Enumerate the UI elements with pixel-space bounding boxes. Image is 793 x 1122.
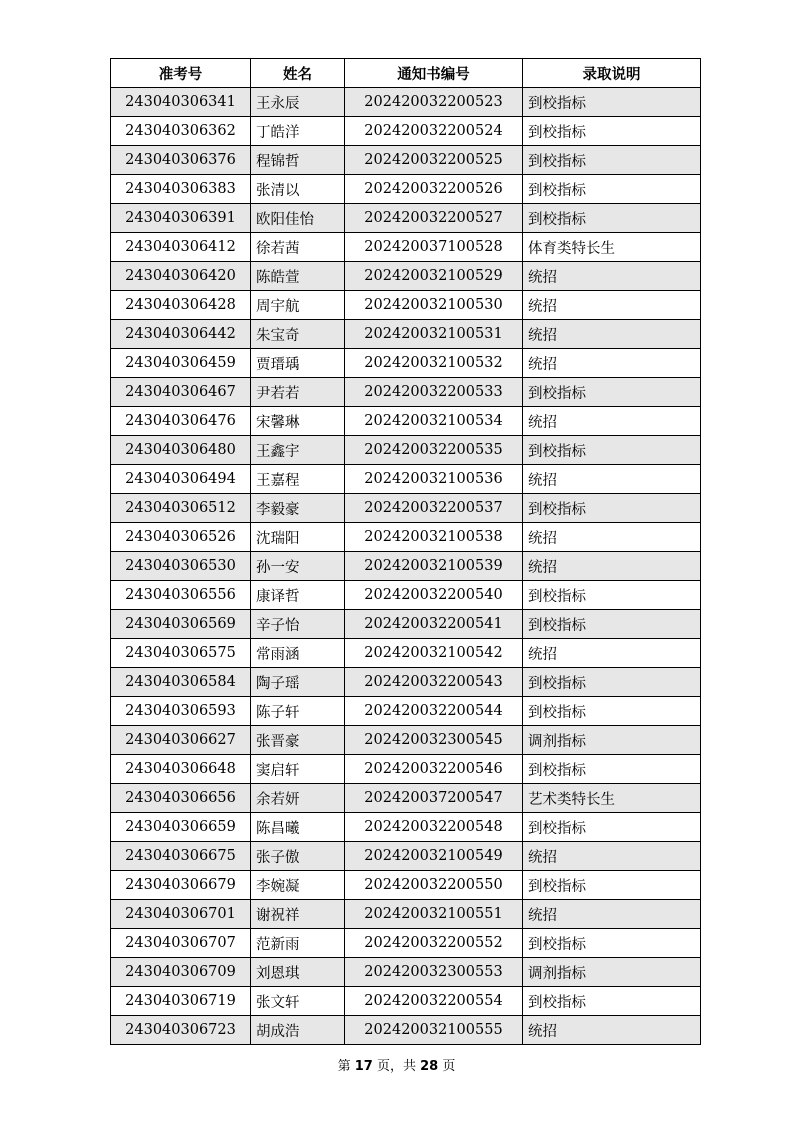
admission-note-cell: 到校指标 bbox=[523, 436, 701, 465]
notice-no-cell: 202420032200552 bbox=[345, 929, 523, 958]
exam-no-cell: 243040306442 bbox=[111, 320, 251, 349]
exam-no-cell: 243040306719 bbox=[111, 987, 251, 1016]
exam-no-cell: 243040306459 bbox=[111, 349, 251, 378]
admission-note-cell: 统招 bbox=[523, 1016, 701, 1045]
table-row bbox=[111, 465, 701, 494]
header-name: 姓名 bbox=[251, 59, 345, 88]
table-body bbox=[111, 88, 701, 1045]
exam-no-cell: 243040306420 bbox=[111, 262, 251, 291]
notice-no-cell: 202420032200548 bbox=[345, 813, 523, 842]
student-name-cell: 常雨涵 bbox=[251, 639, 345, 668]
admission-note-cell: 到校指标 bbox=[523, 175, 701, 204]
student-name-cell: 宋馨琳 bbox=[251, 407, 345, 436]
student-name-cell: 孙一安 bbox=[251, 552, 345, 581]
table-row bbox=[111, 900, 701, 929]
exam-no-cell: 243040306341 bbox=[111, 88, 251, 117]
table-row bbox=[111, 378, 701, 407]
notice-no-cell: 202420032100529 bbox=[345, 262, 523, 291]
table-header-row bbox=[111, 59, 701, 88]
exam-no-cell: 243040306679 bbox=[111, 871, 251, 900]
table-row bbox=[111, 146, 701, 175]
table-row bbox=[111, 697, 701, 726]
exam-no-cell: 243040306383 bbox=[111, 175, 251, 204]
admission-note-cell: 到校指标 bbox=[523, 204, 701, 233]
admission-note-cell: 统招 bbox=[523, 523, 701, 552]
table-row bbox=[111, 755, 701, 784]
table-row bbox=[111, 262, 701, 291]
footer-prefix: 第 bbox=[337, 1059, 351, 1074]
admission-note-cell: 统招 bbox=[523, 291, 701, 320]
student-name-cell: 贾瑨瑀 bbox=[251, 349, 345, 378]
exam-no-cell: 243040306428 bbox=[111, 291, 251, 320]
notice-no-cell: 202420032200550 bbox=[345, 871, 523, 900]
admission-note-cell: 统招 bbox=[523, 407, 701, 436]
notice-no-cell: 202420032200544 bbox=[345, 697, 523, 726]
exam-no-cell: 243040306530 bbox=[111, 552, 251, 581]
admission-note-cell: 调剂指标 bbox=[523, 726, 701, 755]
notice-no-cell: 202420037100528 bbox=[345, 233, 523, 262]
table-row bbox=[111, 842, 701, 871]
footer-suffix: 页 bbox=[442, 1059, 456, 1074]
student-name-cell: 余若妍 bbox=[251, 784, 345, 813]
notice-no-cell: 202420032100532 bbox=[345, 349, 523, 378]
student-name-cell: 窦启轩 bbox=[251, 755, 345, 784]
table-row bbox=[111, 610, 701, 639]
table-row bbox=[111, 1016, 701, 1045]
table-row bbox=[111, 233, 701, 262]
exam-no-cell: 243040306707 bbox=[111, 929, 251, 958]
admission-note-cell: 统招 bbox=[523, 842, 701, 871]
table-row bbox=[111, 349, 701, 378]
student-name-cell: 范新雨 bbox=[251, 929, 345, 958]
student-name-cell: 胡成浩 bbox=[251, 1016, 345, 1045]
admission-note-cell: 到校指标 bbox=[523, 668, 701, 697]
notice-no-cell: 202420032200541 bbox=[345, 610, 523, 639]
exam-no-cell: 243040306648 bbox=[111, 755, 251, 784]
admission-note-cell: 统招 bbox=[523, 349, 701, 378]
admission-note-cell: 到校指标 bbox=[523, 871, 701, 900]
student-name-cell: 王鑫宇 bbox=[251, 436, 345, 465]
student-name-cell: 李婉凝 bbox=[251, 871, 345, 900]
admission-note-cell: 统招 bbox=[523, 262, 701, 291]
exam-no-cell: 243040306376 bbox=[111, 146, 251, 175]
table-row bbox=[111, 320, 701, 349]
admission-note-cell: 到校指标 bbox=[523, 610, 701, 639]
admission-note-cell: 统招 bbox=[523, 552, 701, 581]
admission-note-cell: 到校指标 bbox=[523, 987, 701, 1016]
table-row bbox=[111, 639, 701, 668]
notice-no-cell: 202420032100530 bbox=[345, 291, 523, 320]
admission-note-cell: 统招 bbox=[523, 900, 701, 929]
table-row bbox=[111, 581, 701, 610]
exam-no-cell: 243040306412 bbox=[111, 233, 251, 262]
student-name-cell: 程锦哲 bbox=[251, 146, 345, 175]
notice-no-cell: 202420032200525 bbox=[345, 146, 523, 175]
table-row bbox=[111, 204, 701, 233]
student-name-cell: 李毅豪 bbox=[251, 494, 345, 523]
notice-no-cell: 202420032100536 bbox=[345, 465, 523, 494]
notice-no-cell: 202420032100555 bbox=[345, 1016, 523, 1045]
notice-no-cell: 202420032200543 bbox=[345, 668, 523, 697]
exam-no-cell: 243040306701 bbox=[111, 900, 251, 929]
admission-note-cell: 统招 bbox=[523, 639, 701, 668]
exam-no-cell: 243040306584 bbox=[111, 668, 251, 697]
student-name-cell: 陈皓萱 bbox=[251, 262, 345, 291]
admission-note-cell: 到校指标 bbox=[523, 755, 701, 784]
table-row bbox=[111, 117, 701, 146]
notice-no-cell: 202420032100551 bbox=[345, 900, 523, 929]
exam-no-cell: 243040306656 bbox=[111, 784, 251, 813]
table-row bbox=[111, 726, 701, 755]
table-row bbox=[111, 552, 701, 581]
admission-note-cell: 统招 bbox=[523, 320, 701, 349]
admission-note-cell: 到校指标 bbox=[523, 697, 701, 726]
table-row bbox=[111, 668, 701, 697]
notice-no-cell: 202420032100549 bbox=[345, 842, 523, 871]
student-name-cell: 朱宝奇 bbox=[251, 320, 345, 349]
exam-no-cell: 243040306723 bbox=[111, 1016, 251, 1045]
exam-no-cell: 243040306659 bbox=[111, 813, 251, 842]
student-name-cell: 张清以 bbox=[251, 175, 345, 204]
student-name-cell: 陶子瑶 bbox=[251, 668, 345, 697]
student-name-cell: 张子傲 bbox=[251, 842, 345, 871]
notice-no-cell: 202420032100534 bbox=[345, 407, 523, 436]
notice-no-cell: 202420032100539 bbox=[345, 552, 523, 581]
exam-no-cell: 243040306476 bbox=[111, 407, 251, 436]
notice-no-cell: 202420037200547 bbox=[345, 784, 523, 813]
footer-middle: 页，共 bbox=[376, 1059, 416, 1074]
admission-note-cell: 到校指标 bbox=[523, 146, 701, 175]
exam-no-cell: 243040306569 bbox=[111, 610, 251, 639]
admission-note-cell: 统招 bbox=[523, 465, 701, 494]
student-name-cell: 徐若茜 bbox=[251, 233, 345, 262]
table-row bbox=[111, 88, 701, 117]
admission-note-cell: 到校指标 bbox=[523, 813, 701, 842]
total-page-number: 28 bbox=[420, 1059, 439, 1074]
admission-note-cell: 到校指标 bbox=[523, 581, 701, 610]
notice-no-cell: 202420032100531 bbox=[345, 320, 523, 349]
student-name-cell: 沈瑞阳 bbox=[251, 523, 345, 552]
student-name-cell: 陈子轩 bbox=[251, 697, 345, 726]
table-row bbox=[111, 871, 701, 900]
student-name-cell: 谢祝祥 bbox=[251, 900, 345, 929]
table-row bbox=[111, 784, 701, 813]
header-notice-no: 通知书编号 bbox=[345, 59, 523, 88]
admission-note-cell: 艺术类特长生 bbox=[523, 784, 701, 813]
notice-no-cell: 202420032200554 bbox=[345, 987, 523, 1016]
exam-no-cell: 243040306627 bbox=[111, 726, 251, 755]
notice-no-cell: 202420032100538 bbox=[345, 523, 523, 552]
notice-no-cell: 202420032300553 bbox=[345, 958, 523, 987]
student-name-cell: 周宇航 bbox=[251, 291, 345, 320]
exam-no-cell: 243040306526 bbox=[111, 523, 251, 552]
exam-no-cell: 243040306709 bbox=[111, 958, 251, 987]
table-row bbox=[111, 407, 701, 436]
exam-no-cell: 243040306391 bbox=[111, 204, 251, 233]
student-name-cell: 王嘉程 bbox=[251, 465, 345, 494]
admissions-table bbox=[110, 58, 701, 1045]
student-name-cell: 丁皓洋 bbox=[251, 117, 345, 146]
admission-note-cell: 到校指标 bbox=[523, 494, 701, 523]
exam-no-cell: 243040306494 bbox=[111, 465, 251, 494]
header-admission-note: 录取说明 bbox=[523, 59, 701, 88]
notice-no-cell: 202420032200524 bbox=[345, 117, 523, 146]
student-name-cell: 张文轩 bbox=[251, 987, 345, 1016]
student-name-cell: 刘恩琪 bbox=[251, 958, 345, 987]
student-name-cell: 康译哲 bbox=[251, 581, 345, 610]
page-footer bbox=[0, 1055, 793, 1074]
admission-note-cell: 体育类特长生 bbox=[523, 233, 701, 262]
exam-no-cell: 243040306362 bbox=[111, 117, 251, 146]
student-name-cell: 辛子怡 bbox=[251, 610, 345, 639]
exam-no-cell: 243040306575 bbox=[111, 639, 251, 668]
table-row bbox=[111, 175, 701, 204]
notice-no-cell: 202420032300545 bbox=[345, 726, 523, 755]
table-row bbox=[111, 987, 701, 1016]
exam-no-cell: 243040306556 bbox=[111, 581, 251, 610]
admission-note-cell: 调剂指标 bbox=[523, 958, 701, 987]
notice-no-cell: 202420032200523 bbox=[345, 88, 523, 117]
admission-note-cell: 到校指标 bbox=[523, 929, 701, 958]
exam-no-cell: 243040306480 bbox=[111, 436, 251, 465]
exam-no-cell: 243040306467 bbox=[111, 378, 251, 407]
table-row bbox=[111, 523, 701, 552]
notice-no-cell: 202420032200535 bbox=[345, 436, 523, 465]
table-row bbox=[111, 291, 701, 320]
notice-no-cell: 202420032200527 bbox=[345, 204, 523, 233]
exam-no-cell: 243040306593 bbox=[111, 697, 251, 726]
notice-no-cell: 202420032100542 bbox=[345, 639, 523, 668]
admission-note-cell: 到校指标 bbox=[523, 88, 701, 117]
exam-no-cell: 243040306512 bbox=[111, 494, 251, 523]
student-name-cell: 尹若若 bbox=[251, 378, 345, 407]
table-row bbox=[111, 494, 701, 523]
student-name-cell: 陈昌曦 bbox=[251, 813, 345, 842]
notice-no-cell: 202420032200540 bbox=[345, 581, 523, 610]
table-row bbox=[111, 958, 701, 987]
student-name-cell: 王永辰 bbox=[251, 88, 345, 117]
notice-no-cell: 202420032200537 bbox=[345, 494, 523, 523]
admission-note-cell: 到校指标 bbox=[523, 378, 701, 407]
notice-no-cell: 202420032200546 bbox=[345, 755, 523, 784]
student-name-cell: 张晋豪 bbox=[251, 726, 345, 755]
table-row bbox=[111, 436, 701, 465]
table-row bbox=[111, 813, 701, 842]
student-name-cell: 欧阳佳怡 bbox=[251, 204, 345, 233]
table-row bbox=[111, 929, 701, 958]
exam-no-cell: 243040306675 bbox=[111, 842, 251, 871]
notice-no-cell: 202420032200526 bbox=[345, 175, 523, 204]
admission-note-cell: 到校指标 bbox=[523, 117, 701, 146]
notice-no-cell: 202420032200533 bbox=[345, 378, 523, 407]
current-page-number: 17 bbox=[354, 1059, 373, 1074]
header-exam-no: 准考号 bbox=[111, 59, 251, 88]
